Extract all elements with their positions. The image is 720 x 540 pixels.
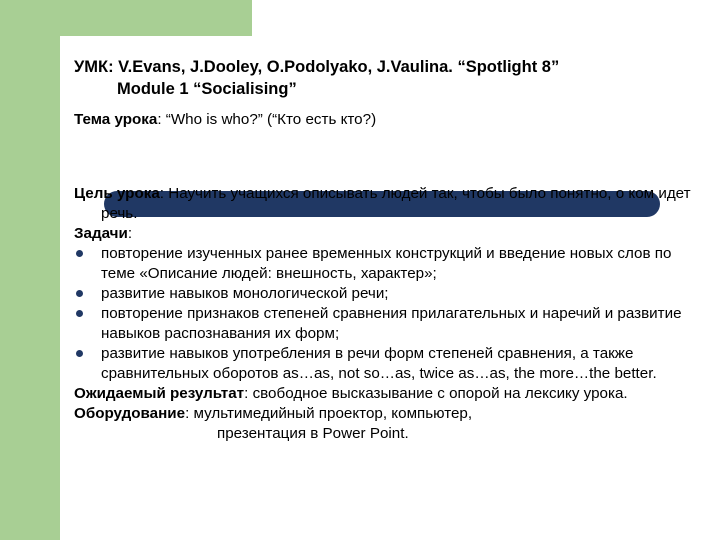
bullet-icon xyxy=(76,310,83,317)
header-line-2: Module 1 “Socialising” xyxy=(117,80,297,98)
tasks-list xyxy=(74,244,694,384)
task-item xyxy=(74,344,694,384)
task-item xyxy=(74,304,694,344)
tasks-label: Задачи xyxy=(74,225,128,242)
bullet-icon xyxy=(76,290,83,297)
slide-text xyxy=(74,56,694,444)
result-label: Ожидаемый результат xyxy=(74,385,245,402)
tasks-heading xyxy=(74,224,694,244)
topic-value: : “Who is who?” (“Кто есть кто?) xyxy=(157,111,377,128)
topic-label: Тема урока xyxy=(74,111,158,128)
task-text: повторение признаков степеней сравнения прилагательных и наречий и развитие навыков распознавания их форм; xyxy=(101,305,682,342)
slide-header xyxy=(74,56,694,100)
goal-section xyxy=(74,184,694,444)
lesson-goal xyxy=(74,184,694,224)
expected-result xyxy=(74,384,694,404)
lesson-topic xyxy=(74,110,694,130)
task-item xyxy=(74,284,694,304)
goal-label: Цель урока xyxy=(74,185,160,202)
equipment-line-1: : мультимедийный проектор, компьютер, xyxy=(185,405,473,422)
left-green-stripe xyxy=(0,0,60,540)
header-line-1: УМК: V.Evans, J.Dooley, O.Podolyako, J.Vaulina. “Spotlight 8” xyxy=(74,58,560,76)
tasks-colon: : xyxy=(127,225,133,242)
goal-value: : Научить учащихся описывать людей так, чтобы было понятно, о ком идет речь. xyxy=(101,185,691,222)
equipment-label: Оборудование xyxy=(74,405,186,422)
bullet-icon xyxy=(76,350,83,357)
bullet-icon xyxy=(76,250,83,257)
result-value: : свободное высказывание с опорой на лексику урока. xyxy=(244,385,628,402)
task-item xyxy=(74,244,694,284)
task-text: развитие навыков употребления в речи форм степеней сравнения, а также сравнительных оборотов as…as, not so…as, twice as…as, the more…the better. xyxy=(101,345,657,382)
equipment-line-2: презентация в Power Point. xyxy=(217,425,409,442)
task-text: повторение изученных ранее временных конструкций и введение новых слов по теме «Описание людей: внешность, характер»; xyxy=(101,245,672,282)
equipment xyxy=(74,404,694,444)
task-text: развитие навыков монологической речи; xyxy=(101,285,389,302)
